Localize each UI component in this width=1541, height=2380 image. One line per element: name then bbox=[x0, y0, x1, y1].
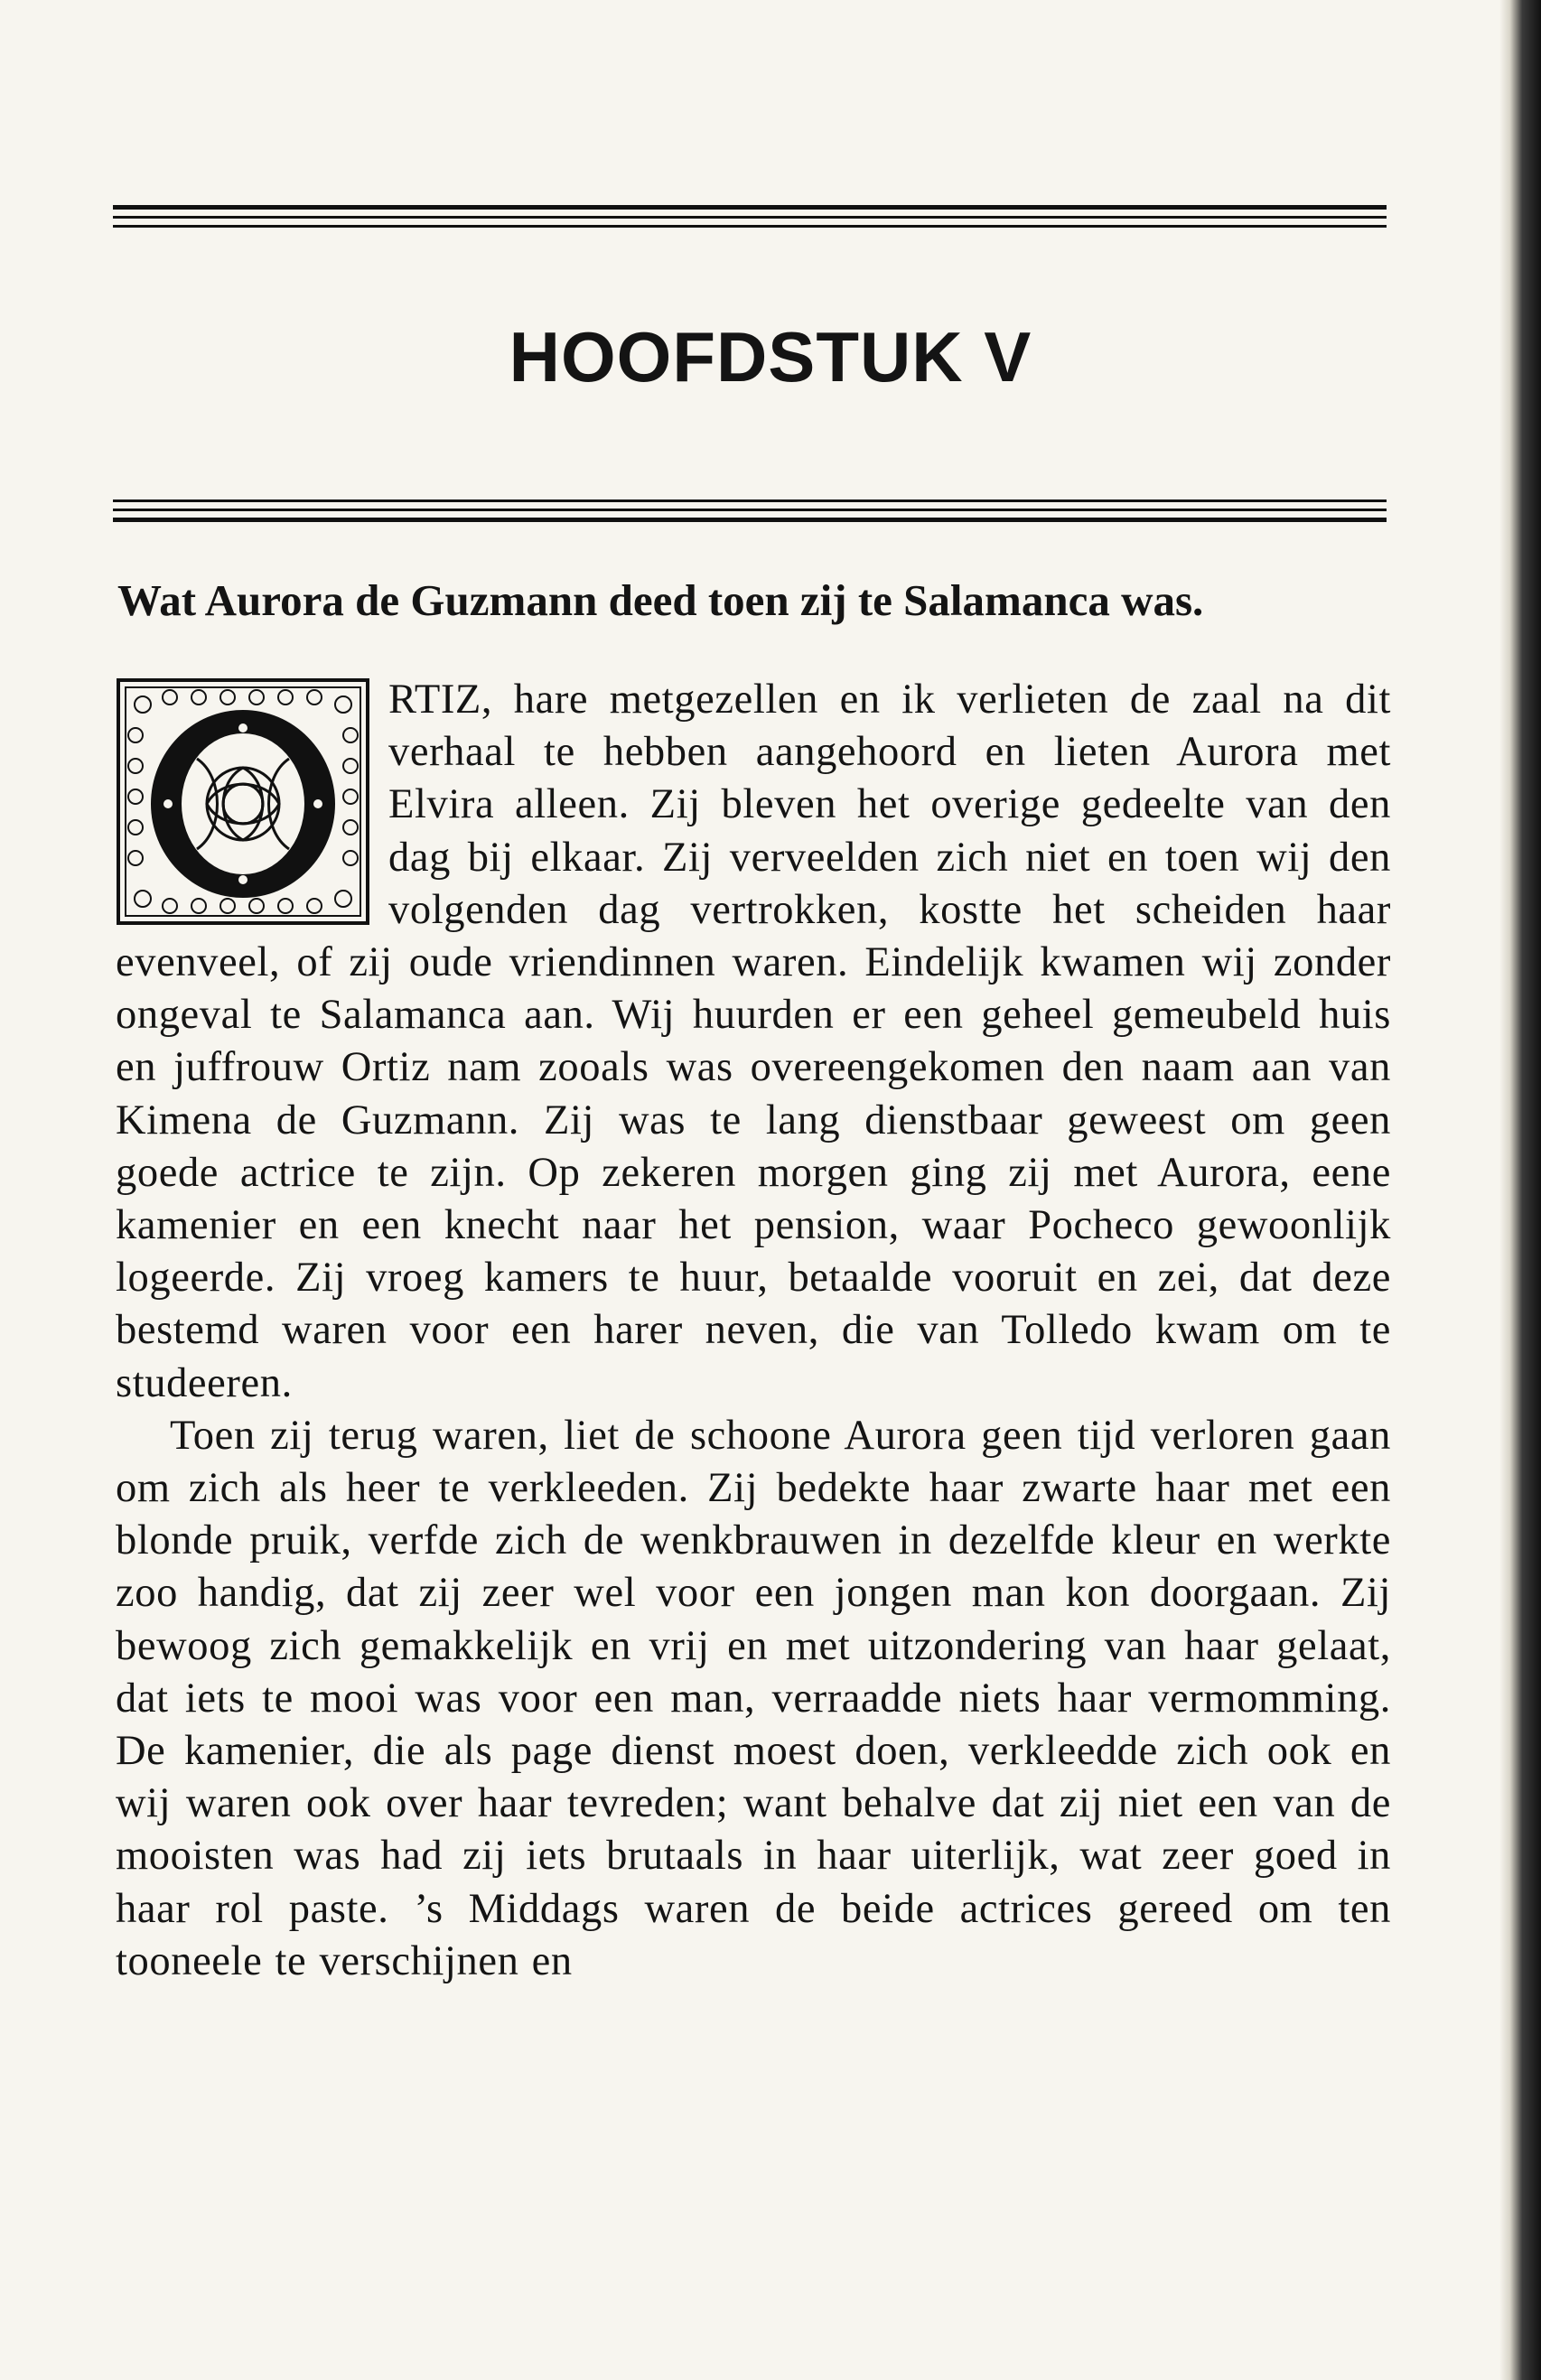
top-double-rule bbox=[113, 205, 1387, 228]
rule-line bbox=[113, 225, 1387, 228]
rule-line bbox=[113, 509, 1387, 511]
paragraph-2: Toen zij terug waren, liet de schoone Aurora geen tijd verloren gaan om zich als heer te verkleeden. Zij bedekte haar zwarte haar met een blonde pruik, verfde zich de wenkbrauwen in dezelfde kleur en werkte zoo handig, dat zij zeer wel voor een jongen man kon doorgaan. Zij bewoog zich gemakkelijk en vrij en met uitzondering van haar gelaat, dat iets te mooi was voor een man, verraadde niets haar vermomming. De kamenier, die als page dienst moest doen, verkleedde zich ook en wij waren ook over haar tevreden; want behalve dat zij niet een van de mooisten was had zij iets brutaals in haar uiterlijk, wat zeer goed in haar rol paste. ’s Middags waren de beide actrices gereed om ten tooneele te verschijnen en bbox=[116, 1412, 1391, 1984]
paragraph-1-text: hare metgezellen en ik verlieten de zaal na dit verhaal te hebben aangehoord en lieten Aurora met Elvira alleen. Zij bleven het overige gedeelte van den dag bij elkaar. Zij verveelden zich niet en toen wij den volgenden dag vertrokken, kostte het scheiden haar evenveel, of zij oude vriendinnen waren. Eindelijk kwamen wij zonder ongeval te Salamanca aan. Wij huurden er een geheel gemeubeld huis en juffrouw Ortiz nam zooals was overeengekomen den naam aan van Kimena de Guzmann. Zij was te lang dienstbaar geweest om geen goede actrice te zijn. Op zekeren morgen ging zij met Aurora, eene kamenier en een knecht naar het pension, waar Pocheco gewoonlijk logeerde. Zij vroeg kamers te huur, betaalde vooruit en zei, dat deze bestemd waren voor een harer neven, die van Tolledo kwam om te studeeren. bbox=[116, 677, 1391, 1406]
rule-line bbox=[113, 518, 1387, 522]
chapter-subtitle: Wat Aurora de Guzmann deed toen zij te Salamanca was. bbox=[117, 575, 1204, 625]
ornamental-initial-o-icon bbox=[116, 677, 370, 926]
bottom-double-rule bbox=[113, 499, 1387, 528]
page-edge-shadow bbox=[1499, 0, 1541, 2380]
rule-line bbox=[113, 216, 1387, 219]
rule-line bbox=[113, 499, 1387, 502]
body-text bbox=[116, 674, 1391, 1988]
rule-line bbox=[113, 205, 1387, 210]
dropcap-letter bbox=[116, 677, 370, 926]
paragraph-1 bbox=[116, 674, 1391, 1410]
paragraph-1-lead: RTIZ, bbox=[388, 677, 493, 723]
chapter-title: HOOFDSTUK V bbox=[509, 317, 1032, 397]
